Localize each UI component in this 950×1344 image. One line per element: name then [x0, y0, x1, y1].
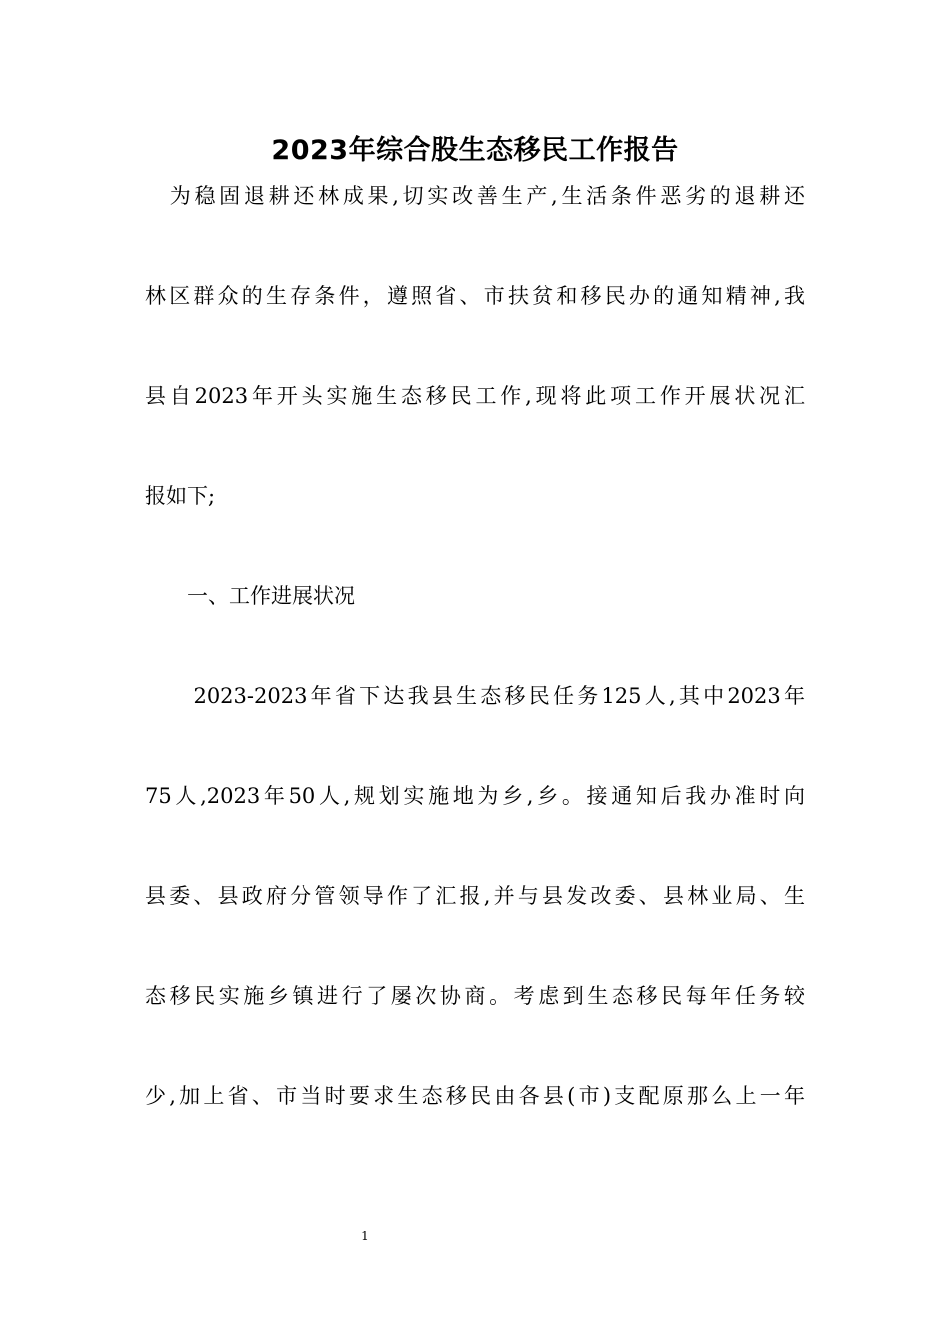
paragraph-line: 态移民实施乡镇进行了屡次协商。考虑到生态移民每年任务较 [145, 984, 805, 1008]
paragraph-line: 报如下; [145, 484, 216, 508]
paragraph-line: 林区群众的生存条件，遵照省、市扶贫和移民办的通知精神,我 [145, 284, 805, 308]
page-number: 1 [361, 1229, 369, 1243]
paragraph-line: 75人,2023年50人,规划实施地为乡,乡。接通知后我办准时向 [145, 784, 805, 808]
paragraph-line: 县委、县政府分管领导作了汇报,并与县发改委、县林业局、生 [145, 884, 805, 908]
paragraph-line: 少,加上省、市当时要求生态移民由各县(市)支配原那么上一年 [145, 1084, 805, 1108]
paragraph-line: 为稳固退耕还林成果,切实改善生产,生活条件恶劣的退耕还 [145, 184, 805, 208]
paragraph-line: 2023-2023年省下达我县生态移民任务125人,其中2023年 [145, 684, 805, 708]
paragraph-line: 县自2023年开头实施生态移民工作,现将此项工作开展状况汇 [145, 384, 805, 408]
section-heading: 一、工作进展状况 [145, 584, 355, 608]
document-title: 2023年综合股生态移民工作报告 [271, 135, 679, 166]
